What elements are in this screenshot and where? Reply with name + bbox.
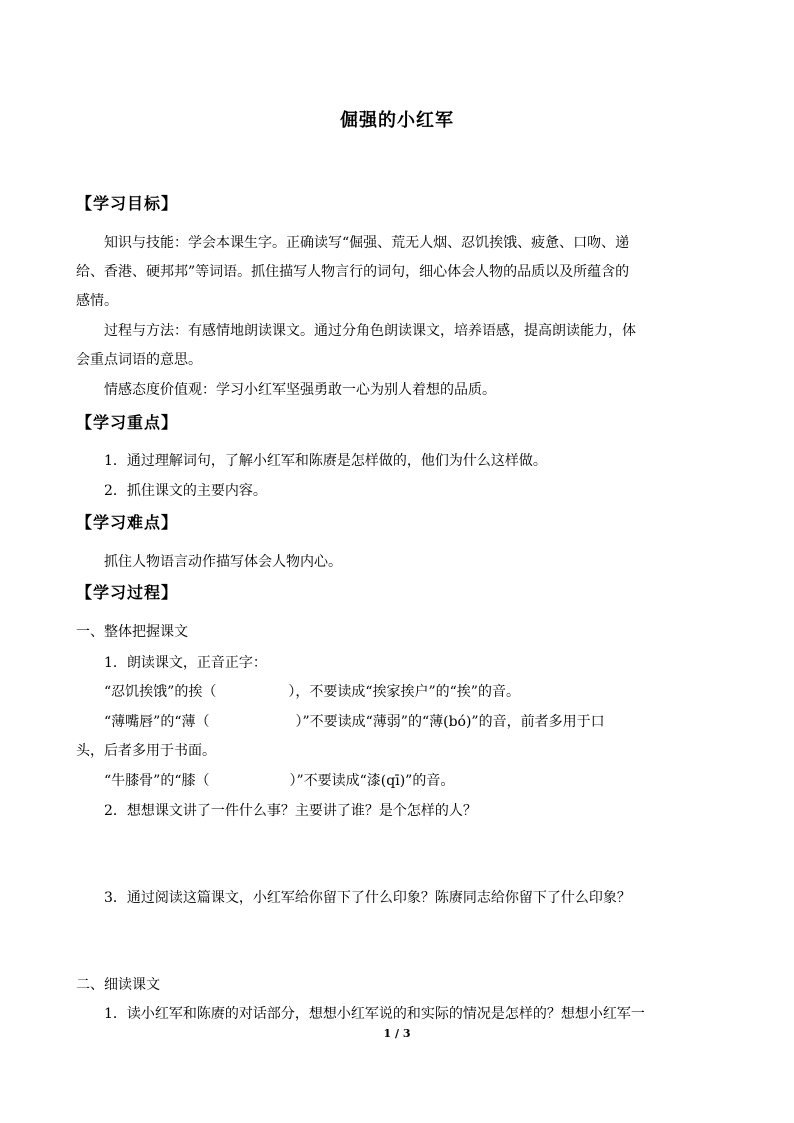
difficulties-text: 抓住人物语言动作描写体会人物内心。 xyxy=(104,554,342,570)
goals-process-line-2: 会重点词语的意思。 xyxy=(76,352,202,368)
key-point-item-2: 2．抓住课文的主要内容。 xyxy=(104,483,267,499)
pronunciation-line-b xyxy=(104,707,605,737)
document-title: 倔强的小红军 xyxy=(340,110,454,131)
goals-emotion-line: 情感态度价值观：学习小红军坚强勇敢一心为别人着想的品质。 xyxy=(104,382,496,398)
pronunciation-line-b-continued: 头，后者多用于书面。 xyxy=(76,743,216,759)
pronunciation-a-suffix: ），不要读成“挨家挨户”的“挨”的音。 xyxy=(288,684,520,700)
pronunciation-c-prefix: “牛膝骨”的“膝（ xyxy=(104,773,210,789)
process-question-4: 1．读小红军和陈赓的对话部分，想想小红军说的和实际的情况是怎样的？想想小红军一 xyxy=(104,1006,645,1022)
goals-knowledge-line-3: 感情。 xyxy=(76,293,118,309)
process-part-1-title: 一、整体把握课文 xyxy=(76,624,188,640)
pronunciation-b-prefix: “薄嘴唇”的“薄（ xyxy=(104,714,210,730)
pronunciation-line-a xyxy=(104,677,520,707)
section-heading-goals: 【学习目标】 xyxy=(76,194,179,213)
pronunciation-c-suffix: ）”不要读成“漆(qī)”的音。 xyxy=(289,773,455,789)
section-heading-difficulties: 【学习难点】 xyxy=(76,513,179,532)
pronunciation-a-prefix: “忍饥挨饿”的挨（ xyxy=(104,684,217,700)
key-point-item-1: 1．通过理解词句，了解小红军和陈赓是怎样做的，他们为什么这样做。 xyxy=(104,453,547,469)
page-number-indicator: 1 / 3 xyxy=(383,1027,411,1040)
process-part-2-title: 二、细读课文 xyxy=(76,977,160,993)
section-heading-key-points: 【学习重点】 xyxy=(76,413,179,432)
goals-knowledge-line-2: 给、香港、硬邦邦”等词语。抓住描写人物言行的词句，细心体会人物的品质以及所蕴含的 xyxy=(76,264,630,280)
process-question-3: 3．通过阅读这篇课文，小红军给你留下了什么印象？陈赓同志给你留下了什么印象？ xyxy=(104,890,631,906)
process-question-1: 1．朗读课文，正音正字： xyxy=(104,655,267,671)
goals-process-line-1: 过程与方法：有感情地朗读课文。通过分角色朗读课文，培养语感，提高朗读能力，体 xyxy=(104,323,636,339)
pronunciation-line-c xyxy=(104,766,454,796)
process-question-2: 2．想想课文讲了一件什么事？主要讲了谁？是个怎样的人？ xyxy=(104,803,477,819)
goals-knowledge-line-1: 知识与技能：学会本课生字。正确读写“倔强、荒无人烟、忍饥挨饿、疲惫、口吻、递 xyxy=(104,235,630,251)
section-heading-process: 【学习过程】 xyxy=(76,583,179,602)
pronunciation-b-suffix: ）”不要读成“薄弱”的“薄(bó)”的音，前者多用于口 xyxy=(295,714,605,730)
